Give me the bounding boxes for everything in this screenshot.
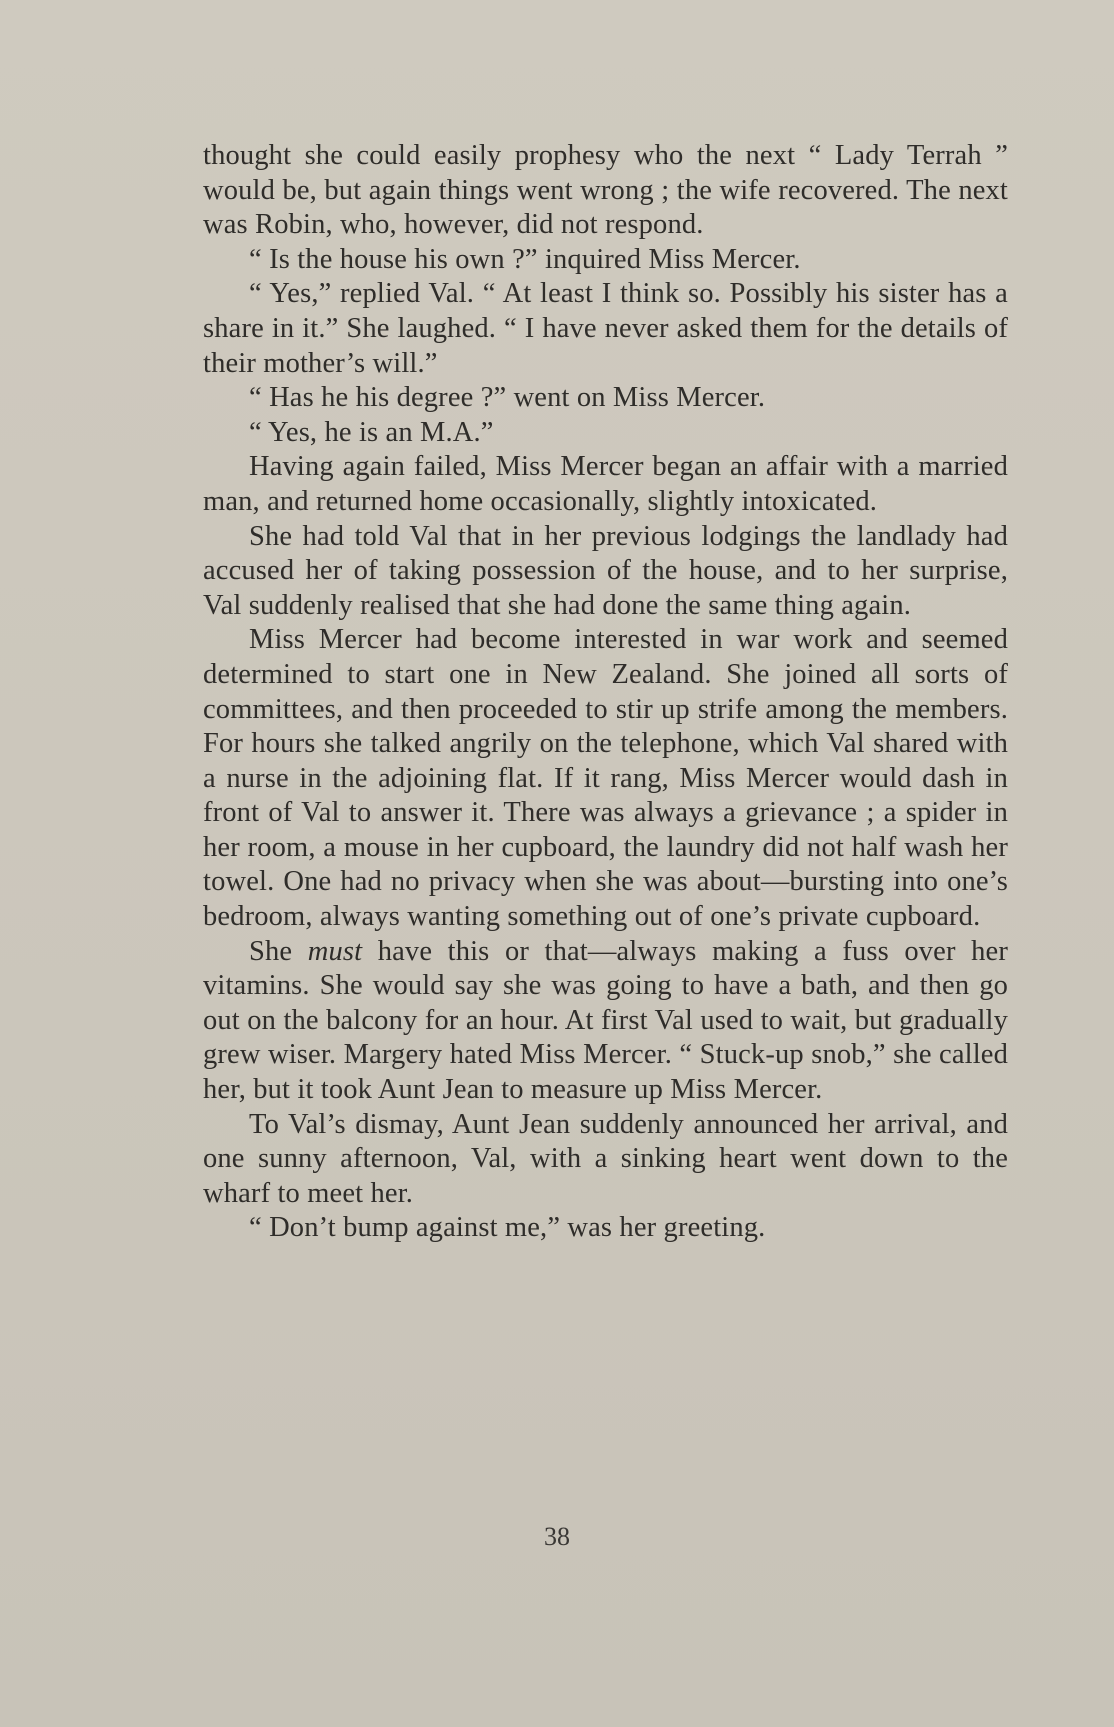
paragraph: Having again failed, Miss Mercer began an affair with a married man, and returned home occasionally, slightly intoxicated. — [203, 451, 1008, 517]
paragraph: “ Yes,” replied Val. “ At least I think so. Possibly his sister has a share in it.” She laughed. “ I have never asked them for the details of their mother’s will.” — [203, 278, 1008, 379]
italic-word: must — [307, 935, 363, 967]
paragraph: Miss Mercer had become interested in war work and seemed determined to start one in New Zealand. She joined all sorts of committees, and then proceeded to stir up strife among the members. For hours she talked angrily on the telephone, which Val shared with a nurse in the adjoining flat. If it rang, Miss Mercer would dash in front of Val to answer it. There was always a grievance ; a spider in her room, a mouse in her cupboard, the laundry did not half wash her towel. One had no privacy when she was about—bursting into one’s bedroom, always wanting something out of one’s private cupboard. — [203, 624, 1008, 933]
paragraph: “ Has he his degree ?” went on Miss Mercer. — [249, 382, 766, 414]
paragraph: “ Yes, he is an M.A.” — [249, 416, 494, 448]
paragraph: She had told Val that in her previous lodgings the landlady had accused her of taking possession of the house, and to her surprise, Val suddenly realised that she had done the same thing again. — [203, 520, 1008, 621]
page-number: 38 — [544, 1522, 570, 1551]
body-text — [203, 139, 1008, 1246]
paragraph-with-italic — [203, 935, 1008, 1108]
text-run: have this or that—always making a fuss over her vitamins. She would say she was going to have a bath, and then go out on the balcony for an hour. At first Val used to wait, but gradually grew wiser. Margery hated Miss Mercer. “ Stuck-up snob,” she called her, but it took Aunt Jean to measure up Miss Mercer. — [203, 935, 1008, 1106]
paragraph-continued: thought she could easily prophesy who the next “ Lady Terrah ” would be, but again things went wrong ; the wife recovered. The next was Robin, who, however, did not respond. — [203, 140, 1008, 241]
paragraph: “ Don’t bump against me,” was her greeting. — [249, 1212, 766, 1244]
paragraph: To Val’s dismay, Aunt Jean suddenly announced her arrival, and one sunny afternoon, Val, with a sinking heart went down to the wharf to meet her. — [203, 1108, 1008, 1209]
paragraph: “ Is the house his own ?” inquired Miss Mercer. — [249, 243, 801, 275]
text-run: She — [249, 935, 308, 967]
